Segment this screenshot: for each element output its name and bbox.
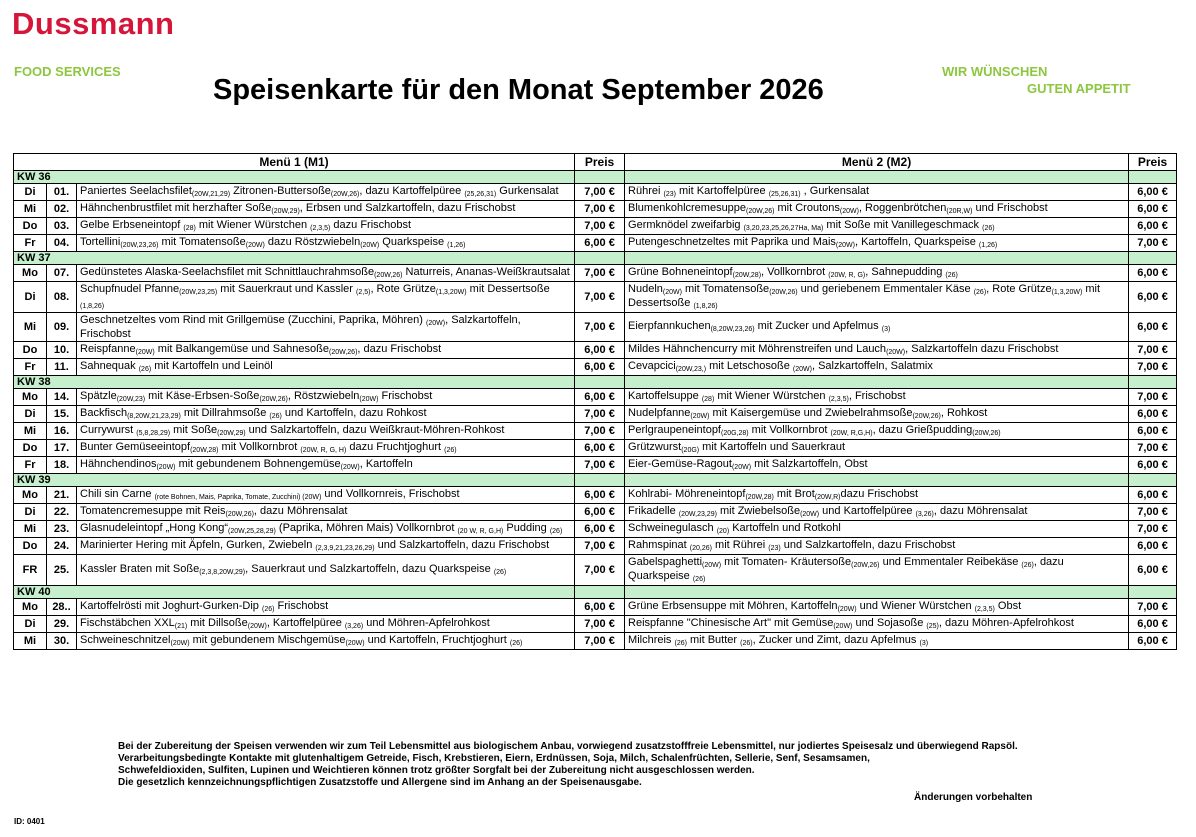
allergen-code: (20W,26) bbox=[330, 191, 360, 198]
menu2-dish: Blumenkohlcremesuppe$_{(20W,26)}$ mit Croutons$_{(20W)}$, Roggenbrötchen$_{(20R,W)}$ und Frischobst bbox=[625, 201, 1129, 218]
allergen-code: (20W,R) bbox=[814, 494, 841, 501]
date-cell: 29. bbox=[47, 616, 77, 633]
menu2-price: 6,00 € bbox=[1129, 457, 1177, 474]
menu1-dish: Hähnchenbrustfilet mit herzhafter Soße$_{(20W,29)}$, Erbsen und Salzkartoffeln, dazu Frischobst bbox=[77, 201, 575, 218]
allergen-code: (20W,23,29) bbox=[678, 511, 717, 518]
allergen-code: (20W,29) bbox=[271, 208, 300, 215]
wish-line-2: GUTEN APPETIT bbox=[1027, 81, 1131, 96]
allergen-code: (25,26,31) bbox=[768, 191, 801, 198]
allergen-code: (26) bbox=[509, 640, 523, 647]
header-menu-2: Menü 2 (M2) bbox=[625, 154, 1129, 171]
menu1-dish: Geschnetzeltes vom Rind mit Grillgemüse (Zucchini, Paprika, Möhren) $_{(20W)}$, Salzkartoffeln, Frischobst bbox=[77, 313, 575, 342]
menu1-price: 7,00 € bbox=[575, 265, 625, 282]
allergen-code: (rote Bohnen, Mais, Paprika, Tomate, Zucchini) (20W) bbox=[154, 494, 322, 501]
date-cell: 10. bbox=[47, 342, 77, 359]
date-cell: 04. bbox=[47, 235, 77, 252]
table-row bbox=[14, 487, 1177, 504]
allergen-code: (26) bbox=[973, 289, 987, 296]
allergen-code: (20W) bbox=[886, 349, 906, 356]
menu1-dish: Currywurst $_{(5,8,28,29)}$ mit Soße$_{(20W,29)}$ und Salzkartoffeln, dazu Weißkraut-Möhren-Rohkost bbox=[77, 423, 575, 440]
week-spacer bbox=[1129, 474, 1177, 487]
date-cell: 01. bbox=[47, 184, 77, 201]
menu2-price: 6,00 € bbox=[1129, 633, 1177, 650]
menu2-dish: Schweinegulasch $_{(20)}$ Kartoffeln und Rotkohl bbox=[625, 521, 1129, 538]
allergen-code: (3) bbox=[881, 326, 891, 333]
allergen-code: (25) bbox=[926, 623, 939, 630]
allergen-code: (20W,26) bbox=[972, 430, 1001, 437]
menu2-price: 6,00 € bbox=[1129, 218, 1177, 235]
header-menu-1: Menü 1 (M1) bbox=[14, 154, 575, 171]
allergen-code: (20W) bbox=[835, 242, 855, 249]
menu2-price: 6,00 € bbox=[1129, 313, 1177, 342]
week-spacer bbox=[625, 171, 1129, 184]
date-cell: 07. bbox=[47, 265, 77, 282]
allergen-code: (20W,28) bbox=[745, 494, 774, 501]
day-cell: Mo bbox=[14, 599, 47, 616]
menu1-dish: Fischstäbchen $XXL_{(21)}$ mit Dillsoße$_{(20W)}$, Kartoffelpüree $_{(3,26)}$ und Möhren-Apfelrohkost bbox=[77, 616, 575, 633]
table-row bbox=[14, 457, 1177, 474]
allergen-code: (20W,26) bbox=[374, 272, 403, 279]
table-row bbox=[14, 342, 1177, 359]
menu1-price: 6,00 € bbox=[575, 599, 625, 616]
allergen-code: (20W) bbox=[156, 464, 176, 471]
week-label: KW 37 bbox=[14, 252, 575, 265]
menu1-price: 7,00 € bbox=[575, 201, 625, 218]
menu1-price: 7,00 € bbox=[575, 282, 625, 313]
date-cell: 09. bbox=[47, 313, 77, 342]
week-row bbox=[14, 376, 1177, 389]
allergen-code: (26) bbox=[138, 366, 152, 373]
date-cell: 25. bbox=[47, 555, 77, 586]
allergen-code: (20R,W) bbox=[946, 208, 973, 215]
menu2-dish: Mildes Hähnchencurry mit Möhrenstreifen und Lauch$_{(20W)}$, Salzkartoffeln dazu Frischobst bbox=[625, 342, 1129, 359]
menu2-dish: Milchreis $_{(26)}$ mit Butter $_{(26)}$, Zucker und Zimt, dazu Apfelmus $_{(3)}$ bbox=[625, 633, 1129, 650]
menu1-price: 6,00 € bbox=[575, 389, 625, 406]
date-cell: 18. bbox=[47, 457, 77, 474]
dussmann-logo: Dussmann bbox=[12, 6, 175, 41]
menu1-dish: Gelbe Erbseneintopf $_{(28)}$ mit Wiener Würstchen $_{(2,3,5)}$ dazu Frischobst bbox=[77, 218, 575, 235]
week-row bbox=[14, 586, 1177, 599]
allergen-code: (20,26) bbox=[689, 545, 712, 552]
menu2-price: 6,00 € bbox=[1129, 487, 1177, 504]
allergen-code: (20W,23) bbox=[116, 396, 146, 403]
menu1-dish: Tortellini$_{(20W,23,26)}$ mit Tomatensoße$_{(20W)}$ dazu Röstzwiebeln$_{(20W)}$ Quarkspeise $_{(1,26)}$ bbox=[77, 235, 575, 252]
menu2-price: 7,00 € bbox=[1129, 599, 1177, 616]
menu2-dish: Kohlrabi- Möhreneintopf$_{(20W,28)}$ mit Brot$_{(20W,R)}$dazu Frischobst bbox=[625, 487, 1129, 504]
table-row bbox=[14, 389, 1177, 406]
menu2-price: 6,00 € bbox=[1129, 282, 1177, 313]
date-cell: 16. bbox=[47, 423, 77, 440]
table-row bbox=[14, 265, 1177, 282]
menu2-price: 7,00 € bbox=[1129, 440, 1177, 457]
table-row bbox=[14, 599, 1177, 616]
day-cell: Fr bbox=[14, 235, 47, 252]
allergen-code: (20W) bbox=[360, 242, 380, 249]
day-cell: Di bbox=[14, 406, 47, 423]
menu1-dish: Paniertes Seelachsfilet$_{(20W,21,29)}$ Zitronen-Buttersoße$_{(20W,26)}$, dazu Kartoffelpüree $_{(25,26,31)}$ Gurkensalat bbox=[77, 184, 575, 201]
date-cell: 17. bbox=[47, 440, 77, 457]
allergen-code: (20W) bbox=[731, 464, 752, 471]
table-row bbox=[14, 235, 1177, 252]
date-cell: 08. bbox=[47, 282, 77, 313]
menu1-price: 7,00 € bbox=[575, 406, 625, 423]
week-row bbox=[14, 474, 1177, 487]
menu2-price: 6,00 € bbox=[1129, 538, 1177, 555]
allergen-code: (3,26) bbox=[344, 623, 364, 630]
allergen-code: (3) bbox=[919, 640, 929, 647]
allergen-code: (8,20W,23,26) bbox=[710, 326, 755, 333]
week-label: KW 39 bbox=[14, 474, 575, 487]
week-spacer bbox=[625, 586, 1129, 599]
menu1-dish: Kartoffelrösti mit Joghurt-Gurken-Dip $_{(26)}$ Frischobst bbox=[77, 599, 575, 616]
day-cell: Fr bbox=[14, 359, 47, 376]
allergen-code: (20W) bbox=[245, 242, 265, 249]
menu2-price: 7,00 € bbox=[1129, 521, 1177, 538]
menu2-dish: Cevapcici$_{(20W,23,)}$ mit Letschosoße $_{(20W)}$, Salzkartoffeln, Salatmix bbox=[625, 359, 1129, 376]
menu1-price: 6,00 € bbox=[575, 487, 625, 504]
allergen-code: (20W,28) bbox=[732, 272, 762, 279]
date-cell: 22. bbox=[47, 504, 77, 521]
menu1-price: 7,00 € bbox=[575, 184, 625, 201]
week-spacer bbox=[625, 252, 1129, 265]
week-spacer bbox=[625, 474, 1129, 487]
footer-line: Bei der Zubereitung der Speisen verwenden wir zum Teil Lebensmittel aus biologischem Anbau, vorwiegend zusatzstofffreie Lebensmittel, nur jodiertes Speisesalz und überwiegend Rapsöl. bbox=[118, 741, 1018, 752]
allergen-code: (20W,26) bbox=[746, 208, 775, 215]
menu-table-body bbox=[14, 171, 1177, 650]
allergen-code: (26) bbox=[493, 569, 507, 576]
allergen-code: (20W,21,29) bbox=[191, 191, 231, 198]
menu2-price: 6,00 € bbox=[1129, 201, 1177, 218]
allergen-code: (20W) bbox=[662, 289, 682, 296]
menu1-price: 7,00 € bbox=[575, 538, 625, 555]
menu2-dish: Eierpfannkuchen$_{(8,20W,23,26)}$ mit Zucker und Apfelmus $_{(3)}$ bbox=[625, 313, 1129, 342]
menu2-price: 6,00 € bbox=[1129, 616, 1177, 633]
allergen-code: (26) bbox=[982, 225, 995, 232]
menu2-price: 6,00 € bbox=[1129, 423, 1177, 440]
allergen-code: (2,5) bbox=[356, 289, 371, 296]
table-row bbox=[14, 218, 1177, 235]
wish-line-1: WIR WÜNSCHEN bbox=[942, 64, 1048, 79]
day-cell: Do bbox=[14, 342, 47, 359]
menu1-dish: Schweineschnitzel$_{(20W)}$ mit gebundenem Mischgemüse$_{(20W)}$ und Kartoffeln, Fruchtjoghurt $_{(26)}$ bbox=[77, 633, 575, 650]
week-label: KW 40 bbox=[14, 586, 575, 599]
week-spacer bbox=[1129, 171, 1177, 184]
allergen-code: (20W) bbox=[359, 396, 379, 403]
allergen-code: (20W,26) bbox=[225, 511, 254, 518]
day-cell: Do bbox=[14, 538, 47, 555]
menu1-dish: Glasnudeleintopf „Hong $Kong“_{(20W,25,28,29)}$ (Paprika, Möhren Mais) Vollkornbrot $_{(20 W, R, G,H)}$ Pudding $_{(26)}$ bbox=[77, 521, 575, 538]
menu2-dish: Reispfanne "Chinesische Art" mit Gemüse$_{(20W)}$ und Sojasoße $_{(25)}$, dazu Möhren-Apfelrohkost bbox=[625, 616, 1129, 633]
allergen-code: (20W, R,G,H) bbox=[830, 430, 873, 437]
allergen-code: (26) bbox=[549, 528, 563, 535]
menu1-price: 7,00 € bbox=[575, 218, 625, 235]
menu2-dish: Perlgraupeneintopf$_{(20G,28)}$ mit Vollkornbrot $_{(20W, R,G,H)}$, dazu Grießpudding$_{(20W,26)}$ bbox=[625, 423, 1129, 440]
food-services-label: FOOD SERVICES bbox=[14, 64, 121, 79]
allergen-code: (20) bbox=[716, 528, 730, 535]
week-spacer bbox=[625, 376, 1129, 389]
table-row bbox=[14, 555, 1177, 586]
allergen-code: (23) bbox=[768, 545, 781, 552]
allergen-code: (20W,26) bbox=[912, 413, 941, 420]
week-spacer bbox=[1129, 252, 1177, 265]
menu1-dish: Tomatencremesuppe mit Reis$_{(20W,26)}$, dazu Möhrensalat bbox=[77, 504, 575, 521]
menu2-price: 7,00 € bbox=[1129, 504, 1177, 521]
table-row bbox=[14, 521, 1177, 538]
footer-line: Die gesetzlich kennzeichnungspflichtigen Zusatzstoffe und Allergene sind im Anhang an der Speisenausgabe. bbox=[118, 777, 642, 788]
menu2-dish: Rahmspinat $_{(20,26)}$ mit Rührei $_{(23)}$ und Salzkartoffeln, dazu Frischobst bbox=[625, 538, 1129, 555]
menu1-price: 7,00 € bbox=[575, 457, 625, 474]
allergen-code: (20W,26) bbox=[259, 396, 288, 403]
allergen-code: (1,26) bbox=[447, 242, 466, 249]
menu1-dish: Kassler Braten mit Soße$_{(2,3,8,20W,29)}$, Sauerkraut und Salzkartoffeln, dazu Quarkspeise $_{(26)}$ bbox=[77, 555, 575, 586]
allergen-code: (26) bbox=[692, 576, 706, 583]
day-cell: Do bbox=[14, 440, 47, 457]
day-cell: Mi bbox=[14, 201, 47, 218]
table-row bbox=[14, 633, 1177, 650]
table-row bbox=[14, 423, 1177, 440]
menu2-dish: Grützwurst$_{(20G)}$ mit Kartoffeln und Sauerkraut bbox=[625, 440, 1129, 457]
allergen-code: (20W) bbox=[345, 640, 365, 647]
allergen-code: (26) bbox=[1021, 562, 1034, 569]
allergen-notice bbox=[118, 741, 1128, 789]
week-spacer bbox=[575, 252, 625, 265]
day-cell: Di bbox=[14, 504, 47, 521]
menu2-dish: Nudelpfanne$_{(20W)}$ mit Kaisergemüse und Zwiebelrahmsoße$_{(20W,26)}$, Rohkost bbox=[625, 406, 1129, 423]
menu1-dish: Marinierter Hering mit Äpfeln, Gurken, Zwiebeln $_{(2,3,9,21,23,26,29)}$ und Salzkartoffeln, dazu Frischobst bbox=[77, 538, 575, 555]
allergen-code: (20W) bbox=[702, 562, 722, 569]
table-row bbox=[14, 440, 1177, 457]
week-spacer bbox=[1129, 586, 1177, 599]
week-spacer bbox=[575, 376, 625, 389]
allergen-code: (1,3,20W) bbox=[435, 289, 467, 296]
day-cell: Mi bbox=[14, 313, 47, 342]
allergen-code: (5,8,28,29) bbox=[136, 430, 171, 437]
week-row bbox=[14, 252, 1177, 265]
menu2-price: 7,00 € bbox=[1129, 342, 1177, 359]
menu1-price: 7,00 € bbox=[575, 616, 625, 633]
allergen-code: (20W) bbox=[340, 464, 360, 471]
menu1-price: 6,00 € bbox=[575, 521, 625, 538]
menu1-dish: Gedünstetes Alaska-Seelachsfilet mit Schnittlauchrahmsoße$_{(20W,26)}$ Naturreis, Ananas-Weißkrautsalat bbox=[77, 265, 575, 282]
allergen-code: (1,8,26) bbox=[80, 303, 105, 310]
allergen-code: (20W) bbox=[247, 623, 267, 630]
allergen-code: (20W) bbox=[426, 320, 446, 327]
table-row bbox=[14, 313, 1177, 342]
allergen-code: (20G) bbox=[681, 447, 700, 454]
allergen-code: (23) bbox=[663, 191, 676, 198]
document-id: ID: 0401 bbox=[14, 817, 45, 826]
day-cell: Mi bbox=[14, 423, 47, 440]
menu2-price: 7,00 € bbox=[1129, 389, 1177, 406]
allergen-code: (20W) bbox=[837, 606, 857, 613]
table-row bbox=[14, 282, 1177, 313]
menu-table bbox=[13, 153, 1177, 650]
table-row bbox=[14, 538, 1177, 555]
allergen-code: (3,26) bbox=[915, 511, 934, 518]
allergen-code: (20W, R, G, H) bbox=[300, 447, 347, 454]
menu2-price: 6,00 € bbox=[1129, 406, 1177, 423]
allergen-code: (26) bbox=[945, 272, 958, 279]
allergen-code: (20W,28) bbox=[190, 447, 219, 454]
allergen-code: (2,3,5) bbox=[310, 225, 331, 232]
menu1-dish: Sahnequak $_{(26)}$ mit Kartoffeln und Leinöl bbox=[77, 359, 575, 376]
menu2-dish: Gabelspaghetti$_{(20W)}$ mit Tomaten- Kräutersoße$_{(20W,26)}$ und Emmentaler Reibekäse $_{(26)}$, dazu Quarkspeise $_{(26)}$ bbox=[625, 555, 1129, 586]
menu2-dish: Eier-Gemüse-Ragout$_{(20W)}$ mit Salzkartoffeln, Obst bbox=[625, 457, 1129, 474]
allergen-code: (26) bbox=[674, 640, 687, 647]
menu1-dish: Schupfnudel Pfanne$_{(20W,23,25)}$ mit Sauerkraut und Kassler $_{(2,5)}$, Rote Grütze$_{(1,3,20W)}$ mit Dessertsoße $_{(1,8,26)}$ bbox=[77, 282, 575, 313]
menu1-price: 7,00 € bbox=[575, 423, 625, 440]
day-cell: Di bbox=[14, 282, 47, 313]
header-price-1: Preis bbox=[575, 154, 625, 171]
allergen-code: (28) bbox=[701, 396, 715, 403]
allergen-code: (1,26) bbox=[978, 242, 998, 249]
allergen-code: (2,3,5) bbox=[974, 606, 995, 613]
allergen-code: (25,26,31) bbox=[464, 191, 497, 198]
table-row bbox=[14, 504, 1177, 521]
allergen-code: (20W,26) bbox=[329, 349, 358, 356]
menu1-price: 6,00 € bbox=[575, 359, 625, 376]
table-row bbox=[14, 359, 1177, 376]
allergen-code: (20W,23,25) bbox=[179, 289, 218, 296]
allergen-code: (20 W, R, G,H) bbox=[457, 528, 504, 535]
date-cell: 23. bbox=[47, 521, 77, 538]
date-cell: 02. bbox=[47, 201, 77, 218]
allergen-code: (2,3,8,20W,29) bbox=[199, 569, 246, 576]
allergen-code: (1,8,26) bbox=[693, 303, 718, 310]
menu1-price: 7,00 € bbox=[575, 313, 625, 342]
menu1-dish: Chili sin Carne $_{(rote Bohnen, Mais, Paprika, Tomate, Zucchini) (20W)}$ und Vollkornreis, Frischobst bbox=[77, 487, 575, 504]
week-spacer bbox=[575, 474, 625, 487]
day-cell: Fr bbox=[14, 457, 47, 474]
menu1-dish: Hähnchendinos$_{(20W)}$ mit gebundenem Bohnengemüse$_{(20W)}$, Kartoffeln bbox=[77, 457, 575, 474]
week-label: KW 38 bbox=[14, 376, 575, 389]
allergen-code: (20W) bbox=[833, 623, 853, 630]
week-label: KW 36 bbox=[14, 171, 575, 184]
menu1-dish: Backfisch$_{(8,20W,21,23,29)}$ mit Dillrahmsoße $_{(26)}$ und Kartoffeln, dazu Rohkost bbox=[77, 406, 575, 423]
footer-line: Verarbeitungsbedingte Kontakte mit glutenhaltigem Getreide, Fisch, Krebstieren, Eiern, Erdnüssen, Soja, Milch, Schalenfrüchten, Sellerie, Senf, Sesamsamen, bbox=[118, 753, 870, 764]
week-spacer bbox=[1129, 376, 1177, 389]
menu2-dish: Rührei $_{(23)}$ mit Kartoffelpüree $_{(25,26,31)}$ , Gurkensalat bbox=[625, 184, 1129, 201]
menu1-price: 7,00 € bbox=[575, 633, 625, 650]
date-cell: 14. bbox=[47, 389, 77, 406]
menu2-dish: Kartoffelsuppe $_{(28)}$ mit Wiener Würstchen $_{(2,3,5)}$, Frischobst bbox=[625, 389, 1129, 406]
allergen-code: (20W,29) bbox=[217, 430, 246, 437]
day-cell: Di bbox=[14, 184, 47, 201]
allergen-code: (20G,28) bbox=[721, 430, 749, 437]
allergen-code: (3,20,23,25,26,27Ha, Ma) bbox=[743, 225, 824, 232]
table-row bbox=[14, 184, 1177, 201]
day-cell: FR bbox=[14, 555, 47, 586]
allergen-code: (2,3,5) bbox=[828, 396, 849, 403]
day-cell: Di bbox=[14, 616, 47, 633]
week-row bbox=[14, 171, 1177, 184]
week-spacer bbox=[575, 586, 625, 599]
week-spacer bbox=[575, 171, 625, 184]
allergen-code: (21) bbox=[174, 623, 188, 630]
menu2-price: 6,00 € bbox=[1129, 555, 1177, 586]
date-cell: 21. bbox=[47, 487, 77, 504]
menu2-dish: Frikadelle $_{(20W,23,29)}$ mit Zwiebelsoße$_{(20W)}$ und Kartoffelpüree $_{(3,26)}$, dazu Möhrensalat bbox=[625, 504, 1129, 521]
allergen-code: (20W) bbox=[170, 640, 190, 647]
menu1-dish: Reispfanne$_{(20W)}$ mit Balkangemüse und Sahnesoße$_{(20W,26)}$, dazu Frischobst bbox=[77, 342, 575, 359]
allergen-code: (1,3,20W) bbox=[1051, 289, 1083, 296]
menu1-price: 6,00 € bbox=[575, 342, 625, 359]
table-row bbox=[14, 406, 1177, 423]
menu2-dish: Putengeschnetzeltes mit Paprika und Mais$_{(20W)}$, Kartoffeln, Quarkspeise $_{(1,26)}$ bbox=[625, 235, 1129, 252]
table-row bbox=[14, 201, 1177, 218]
allergen-code: (20W, R, G) bbox=[828, 272, 866, 279]
date-cell: 03. bbox=[47, 218, 77, 235]
menu2-price: 6,00 € bbox=[1129, 265, 1177, 282]
allergen-code: (20W,26) bbox=[851, 562, 880, 569]
allergen-code: (20W,23,26) bbox=[120, 242, 159, 249]
allergen-code: (26) bbox=[444, 447, 457, 454]
day-cell: Mo bbox=[14, 265, 47, 282]
table-row bbox=[14, 616, 1177, 633]
menu2-price: 7,00 € bbox=[1129, 359, 1177, 376]
allergen-code: (8,20W,21,23,29) bbox=[127, 413, 181, 420]
allergen-code: (20W) bbox=[792, 366, 812, 373]
allergen-code: (20W,25,28,29) bbox=[227, 528, 276, 535]
allergen-code: (20W) bbox=[690, 413, 710, 420]
day-cell: Mo bbox=[14, 487, 47, 504]
day-cell: Mo bbox=[14, 389, 47, 406]
menu2-dish: Nudeln$_{(20W)}$ mit Tomatensoße$_{(20W,26)}$ und geriebenem Emmentaler Käse $_{(26)}$, Rote Grütze$_{(1,3,20W)}$ mit Dessertsoße $_{(1,8,26)}$ bbox=[625, 282, 1129, 313]
date-cell: 11. bbox=[47, 359, 77, 376]
day-cell: Mi bbox=[14, 633, 47, 650]
header-price-2: Preis bbox=[1129, 154, 1177, 171]
day-cell: Mi bbox=[14, 521, 47, 538]
allergen-code: (28) bbox=[183, 225, 196, 232]
day-cell: Do bbox=[14, 218, 47, 235]
allergen-code: (20W,23,) bbox=[675, 366, 707, 373]
allergen-code: (20W) bbox=[135, 349, 155, 356]
menu1-price: 6,00 € bbox=[575, 235, 625, 252]
page-title: Speisenkarte für den Monat September 2026 bbox=[213, 74, 824, 106]
menu1-price: 7,00 € bbox=[575, 555, 625, 586]
menu2-price: 7,00 € bbox=[1129, 235, 1177, 252]
allergen-code: (20W,26) bbox=[769, 289, 798, 296]
date-cell: 28.. bbox=[47, 599, 77, 616]
menu2-dish: Grüne Erbsensuppe mit Möhren, Kartoffeln$_{(20W)}$ und Wiener Würstchen $_{(2,3,5)}$ Obst bbox=[625, 599, 1129, 616]
table-header-row bbox=[14, 154, 1177, 171]
date-cell: 15. bbox=[47, 406, 77, 423]
allergen-code: (26) bbox=[269, 413, 282, 420]
changes-reserved-note: Änderungen vorbehalten bbox=[914, 792, 1033, 803]
allergen-code: (20W) bbox=[839, 208, 859, 215]
allergen-code: (26) bbox=[261, 606, 275, 613]
menu2-price: 6,00 € bbox=[1129, 184, 1177, 201]
menu1-price: 6,00 € bbox=[575, 440, 625, 457]
footer-line: Schwefeldioxiden, Sulfiten, Lupinen und Weichtieren können trotz größter Sorgfalt bei der Zubereitung nicht ausgeschlossen werden. bbox=[118, 765, 755, 776]
allergen-code: (2,3,9,21,23,26,29) bbox=[315, 545, 375, 552]
menu2-dish: Germknödel zweifarbig $_{(3,20,23,25,26,27Ha, Ma)}$ mit Soße mit Vanillegeschmack $_{(26)}$ bbox=[625, 218, 1129, 235]
date-cell: 24. bbox=[47, 538, 77, 555]
allergen-code: (20W) bbox=[800, 511, 820, 518]
allergen-code: (26) bbox=[740, 640, 753, 647]
menu1-price: 6,00 € bbox=[575, 504, 625, 521]
menu1-dish: Spätzle$_{(20W,23)}$ mit Käse-Erbsen-Soße$_{(20W,26)}$, Röstzwiebeln$_{(20W)}$ Frischobst bbox=[77, 389, 575, 406]
menu2-dish: Grüne Bohneneintopf$_{(20W,28)}$, Vollkornbrot $_{(20W, R, G)}$, Sahnepudding $_{(26)}$ bbox=[625, 265, 1129, 282]
menu1-dish: Bunter Gemüseeintopf$_{(20W,28)}$ mit Vollkornbrot $_{(20W, R, G, H)}$ dazu Fruchtjoghurt $_{(26)}$ bbox=[77, 440, 575, 457]
date-cell: 30. bbox=[47, 633, 77, 650]
